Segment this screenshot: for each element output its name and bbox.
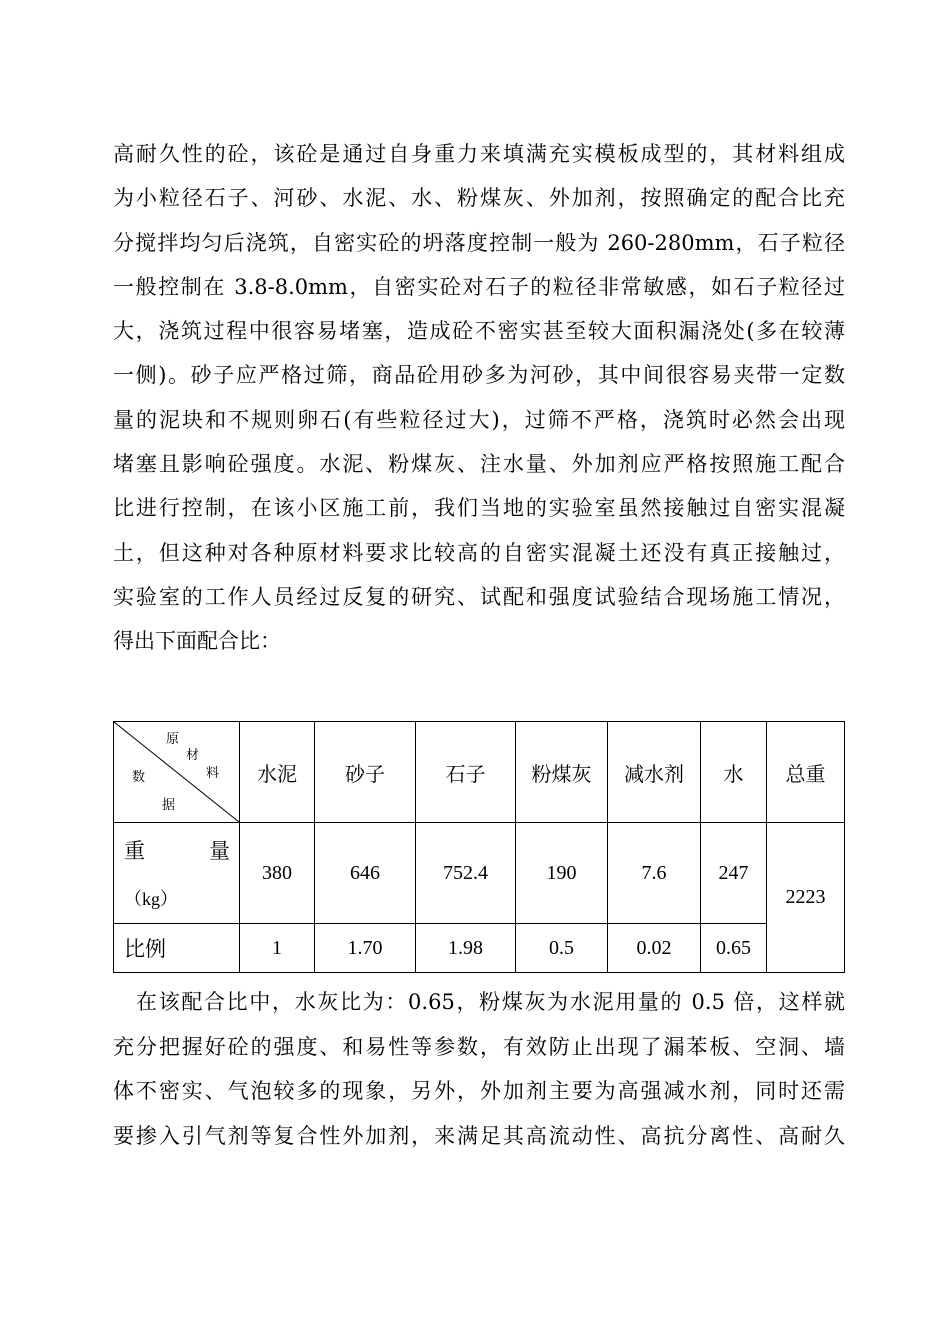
text-line: 实验室的工作人员经过反复的研究、试配和强度试验结合现场施工情况， <box>113 584 845 609</box>
table-cell: 1 <box>240 924 315 973</box>
table-cell: 247 <box>701 823 767 924</box>
text-line: 分搅拌均匀后浇筑，自密实砼的坍落度控制一般为 260-280mm，石子粒径 <box>113 230 845 255</box>
text-line: 体不密实、气泡较多的现象，另外，外加剂主要为高强减水剂，同时还需 <box>113 1079 845 1103</box>
table-cell: 0.02 <box>608 924 701 973</box>
text-line: 大，浇筑过程中很容易堵塞，造成砼不密实甚至较大面积漏浇处(多在较薄 <box>113 319 845 344</box>
table-cell: 190 <box>516 823 608 924</box>
table-cell: 0.5 <box>516 924 608 973</box>
diagonal-corner-cell <box>114 722 240 823</box>
table-cell: 1.98 <box>416 924 516 973</box>
table-cell: 1.70 <box>315 924 416 973</box>
corner-label: 据 <box>162 798 176 813</box>
weight-label-char: 量 <box>209 839 230 863</box>
paragraph-analysis <box>113 980 845 1158</box>
column-header: 粉煤灰 <box>516 722 608 823</box>
corner-label: 原 <box>166 732 180 747</box>
column-header: 砂子 <box>315 722 416 823</box>
text-line: 一侧)。砂子应严格过筛，商品砼用砂多为河砂，其中间很容易夹带一定数 <box>113 363 845 388</box>
table-cell: 380 <box>240 823 315 924</box>
column-header: 水泥 <box>240 722 315 823</box>
table-cell: 0.65 <box>701 924 767 973</box>
weight-unit: （kg） <box>124 889 178 909</box>
text-line: 比进行控制，在该小区施工前，我们当地的实验室虽然接触过自密实混凝 <box>113 496 845 521</box>
text-line: 一般控制在 3.8-8.0mm，自密实砼对石子的粒径非常敏感，如石子粒径过 <box>113 274 845 299</box>
text-line: 量的泥块和不规则卵石(有些粒径过大)，过筛不严格，浇筑时必然会出现 <box>113 407 845 432</box>
text-line: 土，但这种对各种原材料要求比较高的自密实混凝土还没有真正接触过， <box>113 540 845 565</box>
column-header: 水 <box>701 722 767 823</box>
text-line: 堵塞且影响砼强度。水泥、粉煤灰、注水量、外加剂应严格按照施工配合 <box>113 452 845 477</box>
text-line: 在该配合比中，水灰比为：0.65，粉煤灰为水泥用量的 0.5 倍，这样就 <box>136 990 845 1014</box>
table-row-ratio <box>114 924 845 973</box>
row-label-ratio: 比例 <box>114 924 240 973</box>
text-line: 要掺入引气剂等复合性外加剂，来满足其高流动性、高抗分离性、高耐久 <box>113 1123 845 1148</box>
table-cell: 646 <box>315 823 416 924</box>
mix-ratio-table <box>113 721 845 973</box>
corner-label: 材 <box>186 748 200 763</box>
text-line: 得出下面配合比： <box>113 629 281 654</box>
table-header-row <box>114 722 845 823</box>
row-label-weight <box>114 823 240 924</box>
table-cell: 7.6 <box>608 823 701 924</box>
table-cell: 752.4 <box>416 823 516 924</box>
total-weight-cell: 2223 <box>767 823 845 973</box>
paragraph-intro <box>113 132 845 664</box>
column-header: 总重 <box>767 722 845 823</box>
table-row-weight <box>114 823 845 924</box>
weight-label-char: 重 <box>124 839 145 863</box>
text-line: 为小粒径石子、河砂、水泥、水、粉煤灰、外加剂，按照确定的配合比充 <box>113 186 845 211</box>
corner-label: 料 <box>206 766 220 781</box>
text-line: 充分把握好砼的强度、和易性等参数，有效防止出现了漏苯板、空洞、墙 <box>113 1034 845 1059</box>
text-line: 高耐久性的砼，该砼是通过自身重力来填满充实模板成型的，其材料组成 <box>113 142 845 166</box>
column-header: 减水剂 <box>608 722 701 823</box>
corner-label: 数 <box>132 770 146 785</box>
column-header: 石子 <box>416 722 516 823</box>
